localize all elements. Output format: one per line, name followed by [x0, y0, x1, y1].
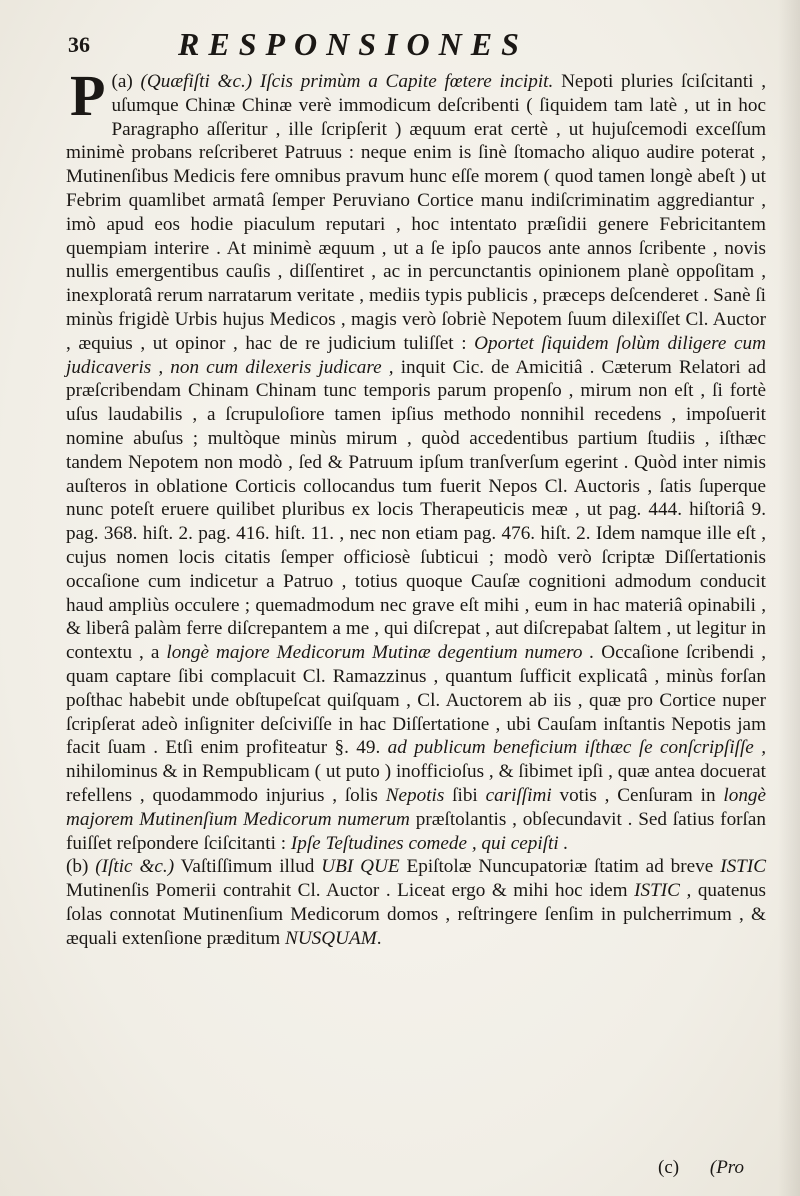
drop-cap: P: [70, 63, 106, 128]
note-a-heading: Iſcis primùm a Capite fœtere incipit.: [259, 71, 554, 92]
note-a-quote-6: longè majorem Mutinenſium Medicorum numerum: [66, 784, 767, 830]
note-b-text-1: Vaſtiſſimum illud: [180, 856, 315, 878]
note-a-text-4: nihilominus & in Rempublicam ( ut puto ) inofficioſus , & ſibimet ipſi , quæ antea docuerat refellens , quodammodo injurius , ſolis: [66, 761, 766, 806]
note-b-lemma: (Iſtic &c.): [95, 856, 175, 878]
note-b-quote-1: UBI QUE: [321, 856, 400, 878]
note-b-text-5: .: [376, 927, 382, 949]
note-a-paragraph: [66, 63, 767, 855]
running-title: RESPONSIONES: [178, 26, 528, 62]
note-a-marker: (a): [111, 71, 133, 92]
page-header: [68, 24, 758, 64]
note-a-quote-5: cariſſimi: [485, 784, 552, 806]
note-a-text-1: Nepoti pluries ſciſcitanti , uſumque Chinæ Chinæ verè immodicum deſcribenti ( ſiquidem tam latè , ut in hoc Paragrapho aſſeritur , ille ſcripſerit ) æquum erat certè , ut hujuſcemodi exceſſum minimè probans reſcriberet Patruus : neque enim is ſinè ſtomacho aliquo audire poterat , Mutinenſibus Medicis fere omnibus pravum hunc eſſe morem ( quod tamen longè abeſt ) ut Febrim quamlibet armatâ ſemper Peruviano Cortice manu indiſcriminatim aggrediantur , imò apud eos hodie piaculum reputari , hoc intentato præſidii genere Febricitantem quempiam interire . At minimè æquum , ut a ſe ipſo paucos ante annos ſcribente , novis nullis emergentibus cauſis , diſſentiret , ac in percunctantis opinionem planè oppoſitam , inexploratâ rerum narratarum veritate , mediis typis publicis , præceps deſcenderet . Sanè ſi minùs frigidè Urbis hujus Medicos , magis verò ſobriè Nepotem ſuum dilexiſſet Cl. Auctor , æquius , ut opinor , hac de re judicium tuliſſet :: [66, 71, 767, 354]
note-a-text-3: Occaſione ſcribendi , quam captare ſibi complacuit Cl. Ramazzinus , quantum ſufficit explicatâ , minùs forſan poſthac habebit unde obſtupeſcat quiſquam , Cl. Auctorem ab iis , quæ pro Cortice nuper ſcripſerat adeò inſigniter deſciviſſe in hac Diſſertatione , ubi Cauſam inſtantis Nepotis jam facit ſuam . Etſi enim profiteatur §. 49.: [66, 642, 767, 759]
note-a-text-2: inquit Cic. de Amicitiâ . Cæterum Relatori ad præſcribendam Chinam Chinam tunc temporis parum propenſo , mirum non eſt , ſi fortè uſus laudabilis , a ſcrupuloſiore tamen ipſius methodo nonnihil recedens , impoſuerit nomine abuſus ; multòque minùs mirum , quòd accedentibus partium ſtudiis , iſthæc tandem Nepotem non modò , ſed & Patruum ipſum tranſverſum egerint . Quòd inter nimis auſteros in oblatione Corticis collocandus tum fuerit Nepos Cl. Auctoris , ſatis ſuperque nunc poteſt eruere quilibet pluribus ex locis Therapeuticis meæ , ut pag. 444. hiſtoriâ 9. pag. 368. hiſt. 2. pag. 416. hiſt. 11. , nec non etiam pag. 476. hiſt. 2. Idem namque ille eſt , cujus nomen locis citatis ſemper officiosè ſubticui ; modò verò ſcriptæ Diſſertationis occaſione cum indicetur a Patruo , totius quoque Cauſæ cognitioni admodum conducit haud ampliùs occulere ; quemadmodum nec grave eſt mihi , eum in hac materiâ opinabili , & liberâ palàm ferre diſcrepantem a me , qui diſcrepat , aut diſcrepabat ſaltem , ut legitur in contextu , a: [66, 356, 766, 664]
note-a-quote-7: Ipſe Teſtudines comede , qui cepiſti .: [290, 832, 569, 854]
catchword: (Pro: [709, 1157, 744, 1178]
note-a-text-5: ſibi: [452, 784, 478, 806]
note-b-text-3: Mutinenſis Pomerii contrahit Cl. Auctor . Liceat ergo & mihi hoc idem: [66, 880, 628, 902]
note-a-quote-1: Oportet ſiquidem ſolùm diligere cum judicaveris , non cum dilexeris judicare ,: [66, 332, 766, 378]
note-a-quote-3: ad publicum beneficium iſthæc ſe conſcripſiſſe ,: [387, 737, 766, 759]
note-b-quote-4: NUSQUAM: [285, 927, 377, 949]
body-text: [66, 63, 767, 950]
note-b-text-2: Epiſtolæ Nuncupatoriæ ſtatim ad breve: [406, 856, 714, 878]
catchwords: [632, 1157, 744, 1179]
note-a-text-6: votis , Cenſuram in: [559, 784, 716, 806]
note-a-lemma: (Quæfiſti &c.): [140, 71, 253, 92]
note-a-quote-2: longè majore Medicorum Mutinæ degentium numero .: [166, 642, 595, 664]
note-b-quote-2: ISTIC: [720, 856, 767, 878]
signature-mark: (c): [658, 1157, 680, 1178]
note-b-paragraph: [66, 855, 766, 950]
note-b-text-4: quatenus ſolas connotat Mutinenſium Medicorum domos , reſtringere ſenſim in pulcherrimum , & æquali extenſione præditum: [66, 880, 767, 949]
note-a-text-7: præſtolantis , obſecundavit . Sed ſatius forſan fuiſſet reſpondere ſciſcitanti :: [66, 808, 766, 854]
page-number: 36: [68, 32, 90, 57]
note-b-quote-3: ISTIC ,: [634, 880, 692, 902]
page-edge-shadow: [778, 0, 800, 1196]
note-b-marker: (b): [66, 856, 89, 878]
note-a-quote-4: Nepotis: [385, 784, 445, 806]
